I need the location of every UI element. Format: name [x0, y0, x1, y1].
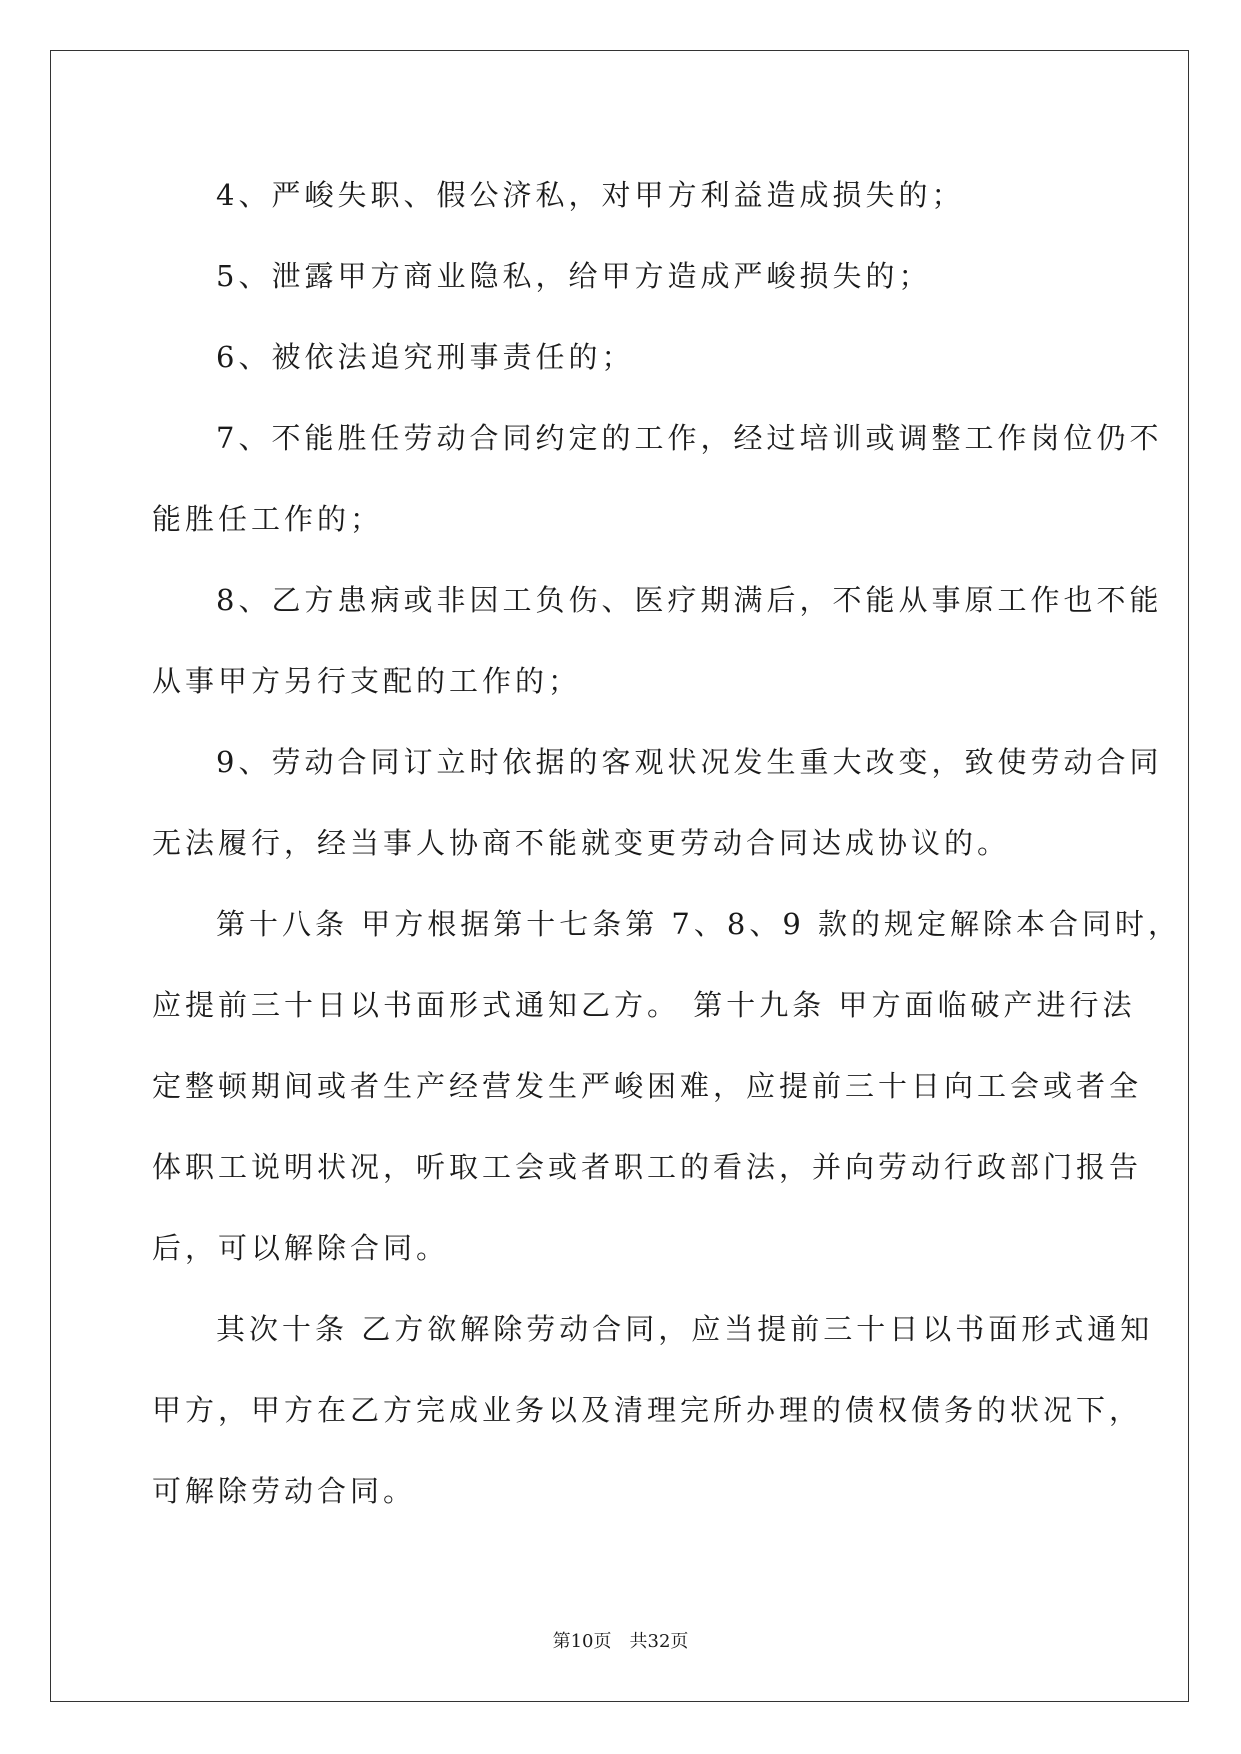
article-19-line-1: 定整顿期间或者生产经营发生严峻困难，应提前三十日向工会或者全 — [152, 1069, 1143, 1103]
clause-5: 5、泄露甲方商业隐私，给甲方造成严峻损失的； — [216, 259, 932, 293]
page-number: 第10页 共32页 — [552, 1631, 689, 1652]
clause-8-line-2: 从事甲方另行支配的工作的； — [152, 664, 582, 698]
document-body — [152, 155, 1182, 1532]
article-18-line-2: 应提前三十日以书面形式通知乙方。 第十九条 甲方面临破产进行法 — [152, 988, 1136, 1022]
article-18-line-1: 第十八条 甲方根据第十七条第 7、8、9 款的规定解除本合同时， — [216, 907, 1182, 941]
article-20-line-3: 可解除劳动合同。 — [152, 1474, 417, 1508]
page-footer — [0, 1627, 1241, 1653]
clause-9-line-1: 9、劳动合同订立时依据的客观状况发生重大改变，致使劳动合同 — [216, 745, 1163, 779]
clause-6: 6、被依法追究刑事责任的； — [216, 340, 635, 374]
clause-7-line-1: 7、不能胜任劳动合同约定的工作，经过培训或调整工作岗位仍不 — [216, 421, 1163, 455]
article-20-line-2: 甲方，甲方在乙方完成业务以及清理完所办理的债权债务的状况下， — [152, 1393, 1143, 1427]
clause-9-line-2: 无法履行，经当事人协商不能就变更劳动合同达成协议的。 — [152, 826, 1011, 860]
article-19-line-2: 体职工说明状况，听取工会或者职工的看法，并向劳动行政部门报告 — [152, 1150, 1143, 1184]
article-20-line-1: 其次十条 乙方欲解除劳动合同，应当提前三十日以书面形式通知 — [216, 1312, 1154, 1346]
clause-4: 4、严峻失职、假公济私，对甲方利益造成损失的； — [216, 178, 965, 212]
clause-7-line-2: 能胜任工作的； — [152, 502, 384, 536]
clause-8-line-1: 8、乙方患病或非因工负伤、医疗期满后，不能从事原工作也不能 — [216, 583, 1163, 617]
article-19-line-3: 后，可以解除合同。 — [152, 1231, 450, 1265]
